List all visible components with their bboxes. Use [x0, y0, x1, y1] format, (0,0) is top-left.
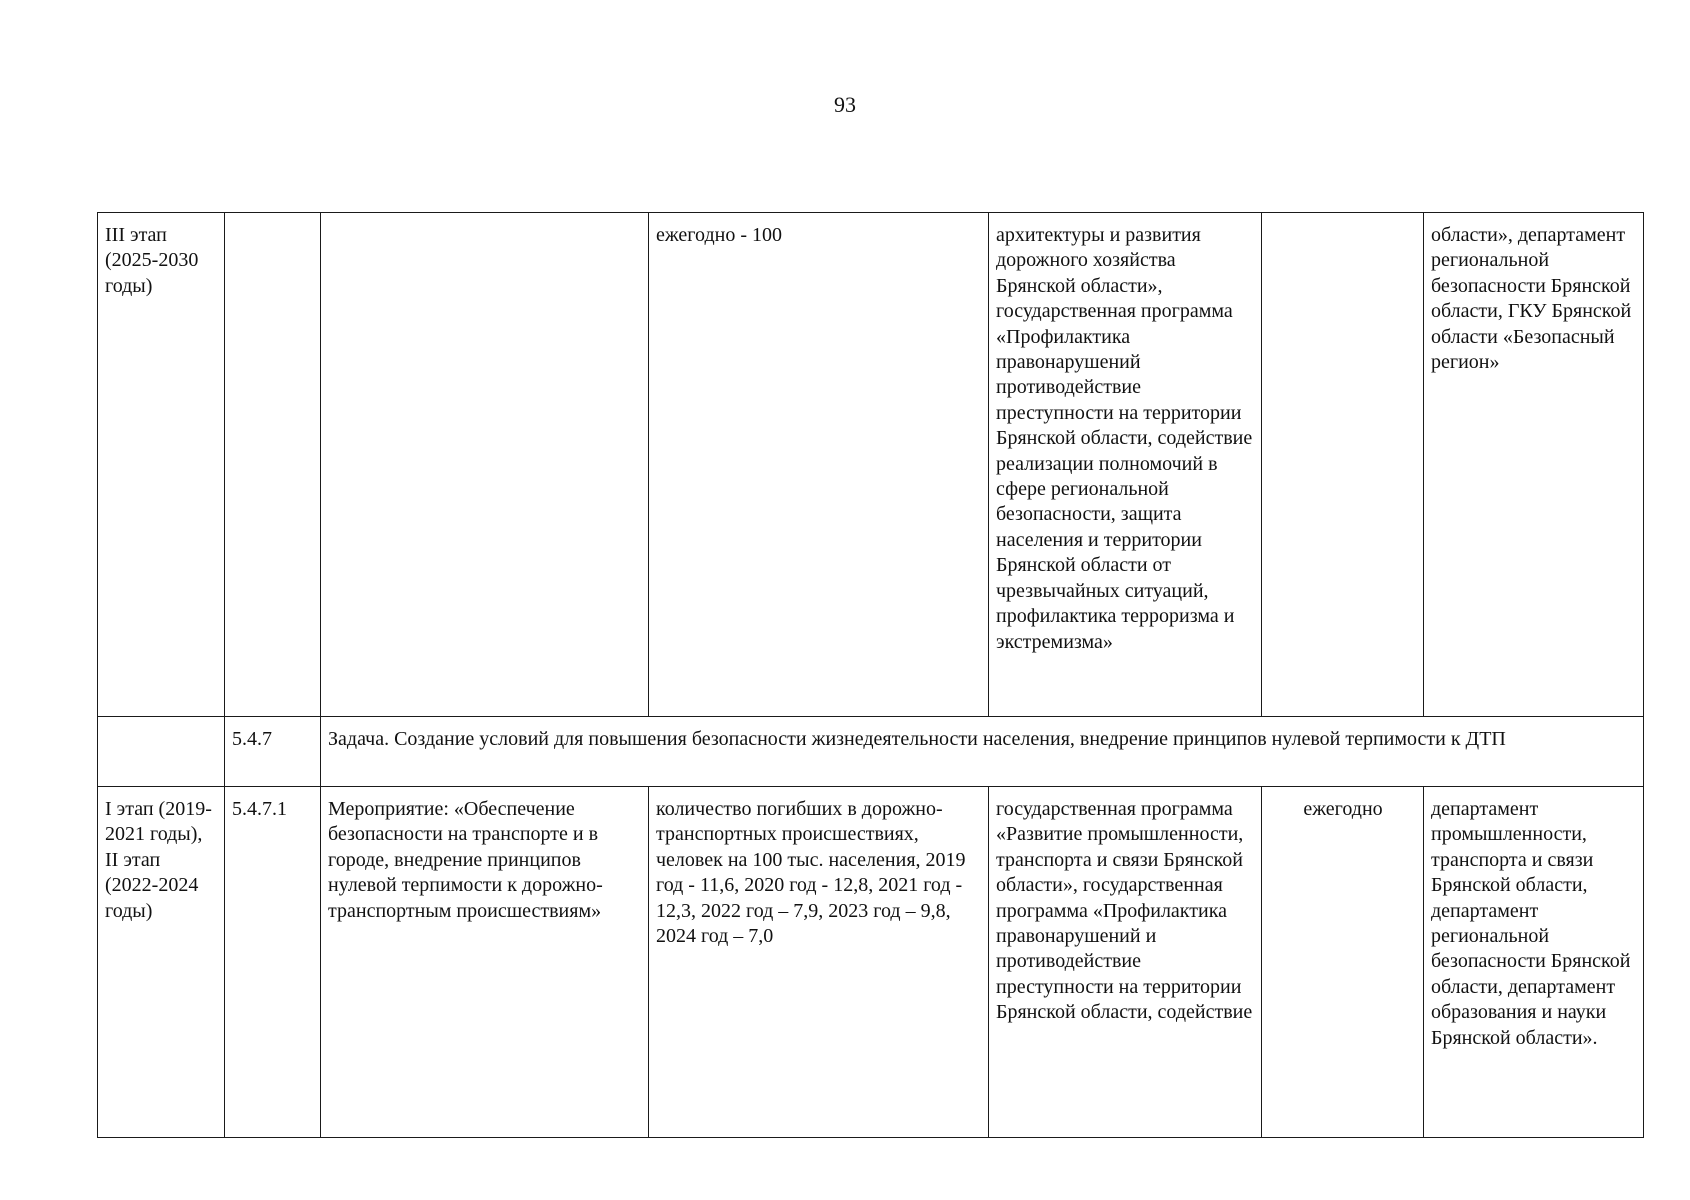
indicator-cell: количество погибших в дорожно- транспортных происшествиях, человек на 100 тыс. населения, 2019 год - 11,6, 2020 год - 12,8, 2021 год - 12,3, 2022 год – 7,9, 2023 год – 9,8, 2024 год – 7,0	[649, 787, 989, 1138]
period-cell: ежегодно	[1262, 787, 1424, 1138]
measure-name-cell: Мероприятие: «Обеспечение безопасности на транспорте и в городе, внедрение принципов нулевой терпимости к дорожно- транспортным происшествиям»	[321, 787, 649, 1138]
measures-table	[97, 212, 1644, 1138]
program-cell: государственная программа «Развитие промышленности, транспорта и связи Брянской области», государственная программа «Профилактика правонарушений и противодействие преступности на территории Брянской области, содействие	[989, 787, 1262, 1138]
stage-cell	[98, 717, 225, 787]
stage-cell: I этап (2019-2021 годы), II этап (2022-2024 годы)	[98, 787, 225, 1138]
table-row	[98, 213, 1644, 717]
table-row	[98, 717, 1644, 787]
measure-name-cell	[321, 213, 649, 717]
stage-cell: III этап (2025-2030 годы)	[98, 213, 225, 717]
task-cell: Задача. Создание условий для повышения безопасности жизнедеятельности населения, внедрение принципов нулевой терпимости к ДТП	[321, 717, 1644, 787]
code-cell: 5.4.7	[225, 717, 321, 787]
code-cell: 5.4.7.1	[225, 787, 321, 1138]
executor-cell: департамент промышленности, транспорта и связи Брянской области, департамент региональной безопасности Брянской области, департамент образования и науки Брянской области».	[1424, 787, 1644, 1138]
executor-cell: области», департамент региональной безопасности Брянской области, ГКУ Брянской области «Безопасный регион»	[1424, 213, 1644, 717]
program-cell: архитектуры и развития дорожного хозяйства Брянской области», государственная программа «Профилактика правонарушений противодействие преступности на территории Брянской области, содействие реализации полномочий в сфере региональной безопасности, защита населения и территории Брянской области от чрезвычайных ситуаций, профилактика терроризма и экстремизма»	[989, 213, 1262, 717]
indicator-cell: ежегодно - 100	[649, 213, 989, 717]
period-cell	[1262, 213, 1424, 717]
page-number: 93	[834, 92, 856, 117]
code-cell	[225, 213, 321, 717]
table-row	[98, 787, 1644, 1138]
